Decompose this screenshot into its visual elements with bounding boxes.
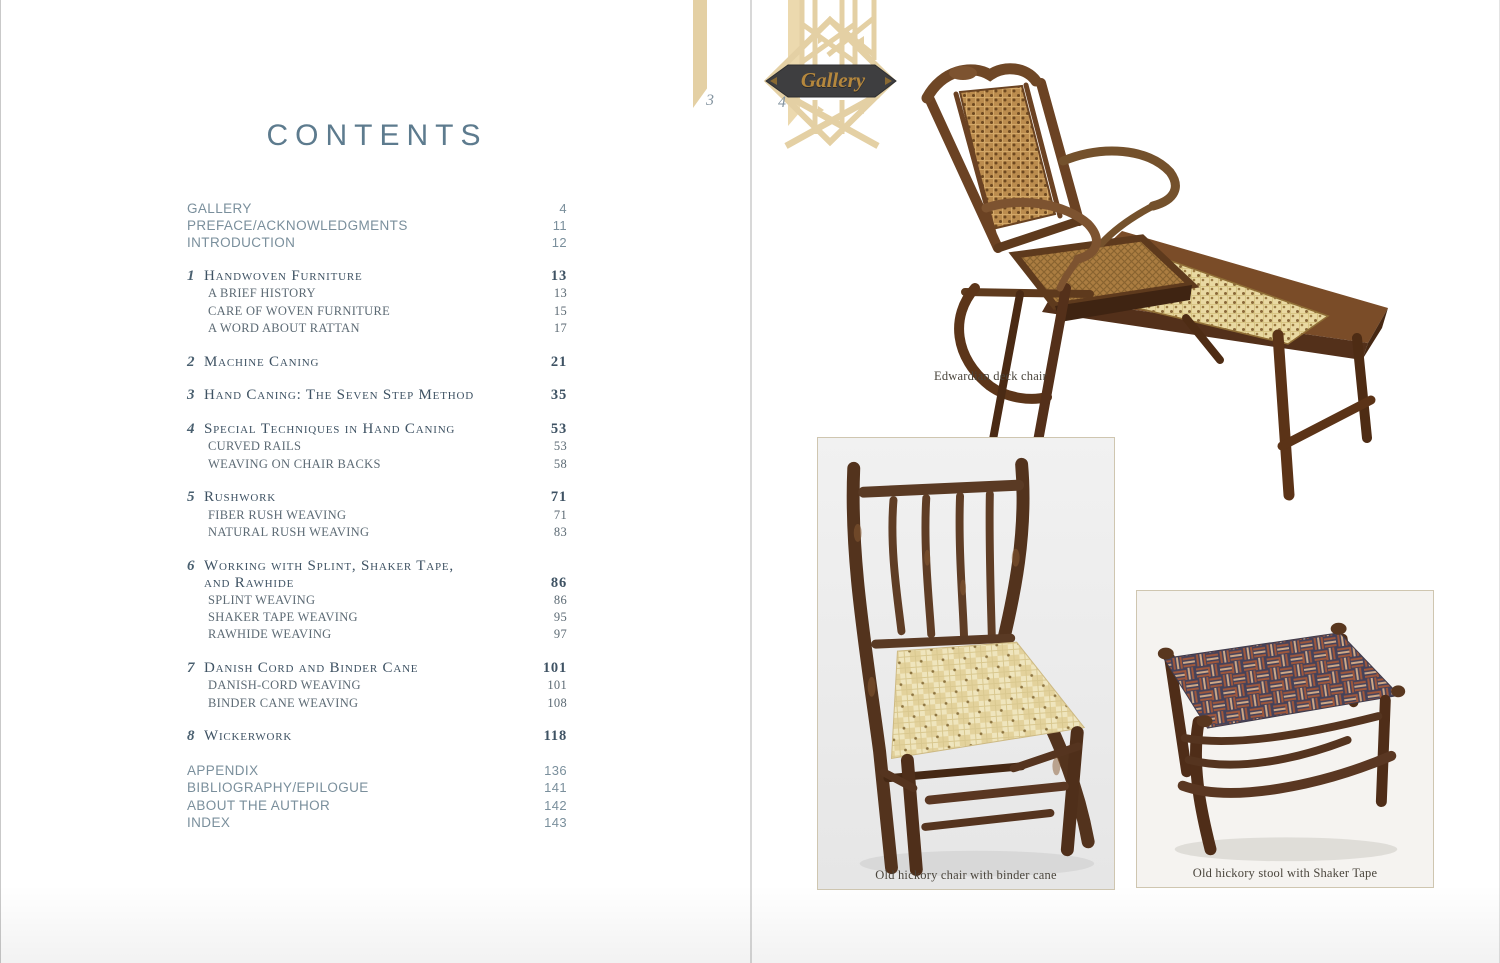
toc-item-label: INTRODUCTION bbox=[187, 235, 296, 251]
chapter-title-line: Handwoven Furniture bbox=[204, 268, 363, 285]
toc-subitem-row bbox=[187, 609, 567, 626]
hickory-stool-photo bbox=[1136, 590, 1434, 888]
chapter-title bbox=[204, 268, 551, 285]
chapter-number: 8 bbox=[187, 728, 196, 745]
toc-subitem-page: 97 bbox=[553, 627, 567, 642]
photo-caption: Edwardian deck chair bbox=[934, 369, 1047, 383]
toc-subitem-row bbox=[187, 524, 567, 541]
toc-chapter-row bbox=[187, 387, 567, 404]
toc-item-page: 141 bbox=[544, 780, 567, 796]
image-left-edge bbox=[0, 0, 1, 963]
toc-item-row bbox=[187, 217, 567, 234]
chapter-title bbox=[204, 558, 551, 592]
toc-item-label: ABOUT THE AUTHOR bbox=[187, 797, 331, 813]
toc-item-row bbox=[187, 200, 567, 217]
toc-chapter-row bbox=[187, 268, 567, 285]
toc-subitem-label: A BRIEF HISTORY bbox=[208, 286, 316, 301]
chapter-page: 13 bbox=[550, 268, 567, 285]
chapter-title-line: Danish Cord and Binder Cane bbox=[204, 660, 419, 677]
toc-subitem-page: 101 bbox=[547, 678, 567, 693]
chapter-page: 35 bbox=[550, 387, 567, 404]
toc-subitem-page: 95 bbox=[553, 610, 567, 625]
chapter-title-line: Rushwork bbox=[204, 489, 277, 506]
toc-chapter-group bbox=[187, 387, 567, 404]
page-number-left: 3 bbox=[706, 92, 714, 109]
toc-subitem-row bbox=[187, 456, 567, 473]
toc-front-matter bbox=[187, 200, 567, 252]
chapter-number: 5 bbox=[187, 489, 196, 506]
hickory-chair-photo bbox=[817, 437, 1115, 890]
chapter-title bbox=[204, 489, 551, 506]
toc-subitem-label: SHAKER TAPE WEAVING bbox=[208, 610, 358, 625]
toc-subitem-page: 71 bbox=[553, 507, 567, 522]
toc-subitem-row bbox=[187, 592, 567, 609]
toc-item-label: PREFACE/ACKNOWLEDGMENTS bbox=[187, 218, 408, 234]
toc-subitem-row bbox=[187, 285, 567, 302]
chapter-number: 4 bbox=[187, 421, 196, 438]
toc-subitem-label: RAWHIDE WEAVING bbox=[208, 627, 332, 642]
chapter-title bbox=[204, 660, 543, 677]
toc-subitem-page: 86 bbox=[553, 593, 567, 608]
toc-chapter-group bbox=[187, 421, 567, 473]
chapter-title-line: Working with Splint, Shaker Tape, bbox=[204, 557, 454, 574]
toc-subitem-label: BINDER CANE WEAVING bbox=[208, 695, 359, 710]
toc-chapter-group bbox=[187, 558, 567, 644]
toc-item-row bbox=[187, 234, 567, 251]
toc-item-label: APPENDIX bbox=[187, 763, 259, 779]
chapter-title-line: Hand Caning: The Seven Step Method bbox=[204, 387, 474, 404]
chapter-title-line: and Rawhide bbox=[204, 574, 295, 591]
toc-subitem-page: 17 bbox=[553, 320, 567, 335]
toc-subitem-row bbox=[187, 438, 567, 455]
contents-title: CONTENTS bbox=[266, 119, 488, 152]
chapter-number: 7 bbox=[187, 660, 196, 677]
toc-chapter-group bbox=[187, 660, 567, 712]
chapter-number: 3 bbox=[187, 387, 196, 404]
chapter-page: 118 bbox=[543, 728, 567, 745]
toc-subitem-label: NATURAL RUSH WEAVING bbox=[208, 524, 370, 539]
toc-item-page: 12 bbox=[551, 235, 567, 251]
photo-caption: Old hickory chair with binder cane bbox=[875, 868, 1057, 882]
toc-item-row bbox=[187, 762, 567, 779]
toc-subitem-label: CARE OF WOVEN FURNITURE bbox=[208, 303, 391, 318]
toc-subitem-row bbox=[187, 695, 567, 712]
chapter-page: 86 bbox=[550, 574, 567, 591]
toc-item-label: GALLERY bbox=[187, 201, 252, 216]
toc-chapter-group bbox=[187, 354, 567, 371]
toc-chapter-group bbox=[187, 268, 567, 337]
chapter-page: 53 bbox=[550, 421, 567, 438]
toc-item-row bbox=[187, 814, 567, 831]
toc-item-page: 136 bbox=[544, 763, 567, 779]
chapter-title bbox=[204, 354, 551, 371]
chapter-page: 101 bbox=[542, 660, 567, 677]
chapter-page: 21 bbox=[550, 353, 567, 370]
toc-subitem-row bbox=[187, 320, 567, 337]
hickory-stool-illustration bbox=[1137, 591, 1433, 887]
toc-chapter-row bbox=[187, 728, 567, 745]
gutter-divider bbox=[750, 0, 752, 963]
toc-subitem-page: 108 bbox=[547, 695, 567, 710]
toc-subitem-label: DANISH-CORD WEAVING bbox=[208, 678, 361, 693]
chapter-page: 71 bbox=[550, 489, 567, 506]
toc-subitem-page: 15 bbox=[553, 303, 567, 318]
page-number-right: 4 bbox=[778, 94, 786, 111]
hickory-chair-illustration bbox=[818, 438, 1114, 889]
toc-item-page: 4 bbox=[559, 201, 567, 216]
gallery-banner: Gallery bbox=[800, 68, 866, 92]
chapter-number: 2 bbox=[187, 353, 196, 370]
chapter-title bbox=[204, 728, 544, 745]
toc-chapter-group bbox=[187, 728, 567, 745]
toc-item-row bbox=[187, 797, 567, 814]
toc-subitem-label: WEAVING ON CHAIR BACKS bbox=[208, 456, 381, 471]
toc-chapter-row bbox=[187, 558, 567, 592]
toc-chapter-group bbox=[187, 489, 567, 541]
toc-subitem-label: A WORD ABOUT RATTAN bbox=[208, 320, 360, 335]
chapter-title-line: Wickerwork bbox=[204, 728, 293, 745]
chapter-title-line: Special Techniques in Hand Caning bbox=[204, 421, 456, 438]
toc-subitem-label: SPLINT WEAVING bbox=[208, 593, 316, 608]
toc-item-page: 11 bbox=[552, 218, 567, 234]
toc-subitem-row bbox=[187, 303, 567, 320]
toc-back-matter bbox=[187, 762, 567, 831]
toc-chapter-row bbox=[187, 354, 567, 371]
toc-subitem-page: 13 bbox=[553, 286, 567, 301]
toc-subitem-label: FIBER RUSH WEAVING bbox=[208, 507, 347, 522]
toc-chapter-row bbox=[187, 660, 567, 677]
chapter-title bbox=[204, 421, 551, 438]
chapter-number: 1 bbox=[187, 268, 196, 285]
toc-subitem-page: 83 bbox=[553, 524, 567, 539]
toc-subitem-page: 53 bbox=[553, 439, 567, 454]
toc-subitem-page: 58 bbox=[553, 456, 567, 471]
toc-item-label: BIBLIOGRAPHY/EPILOGUE bbox=[187, 780, 369, 796]
toc-subitem-row bbox=[187, 507, 567, 524]
toc-chapter-row bbox=[187, 489, 567, 506]
toc-chapter-row bbox=[187, 421, 567, 438]
toc-list bbox=[187, 200, 567, 831]
toc-item-row bbox=[187, 779, 567, 796]
chapter-number: 6 bbox=[187, 557, 196, 574]
chapter-title-line: Machine Caning bbox=[204, 353, 320, 370]
toc-item-label: INDEX bbox=[187, 814, 231, 830]
toc-item-page: 142 bbox=[544, 797, 567, 813]
toc-subitem-label: CURVED RAILS bbox=[208, 439, 302, 454]
toc-subitem-row bbox=[187, 677, 567, 694]
chapter-title bbox=[204, 387, 551, 404]
toc-item-page: 143 bbox=[544, 814, 567, 830]
toc-subitem-row bbox=[187, 626, 567, 643]
photo-caption: Old hickory stool with Shaker Tape bbox=[1192, 866, 1378, 880]
